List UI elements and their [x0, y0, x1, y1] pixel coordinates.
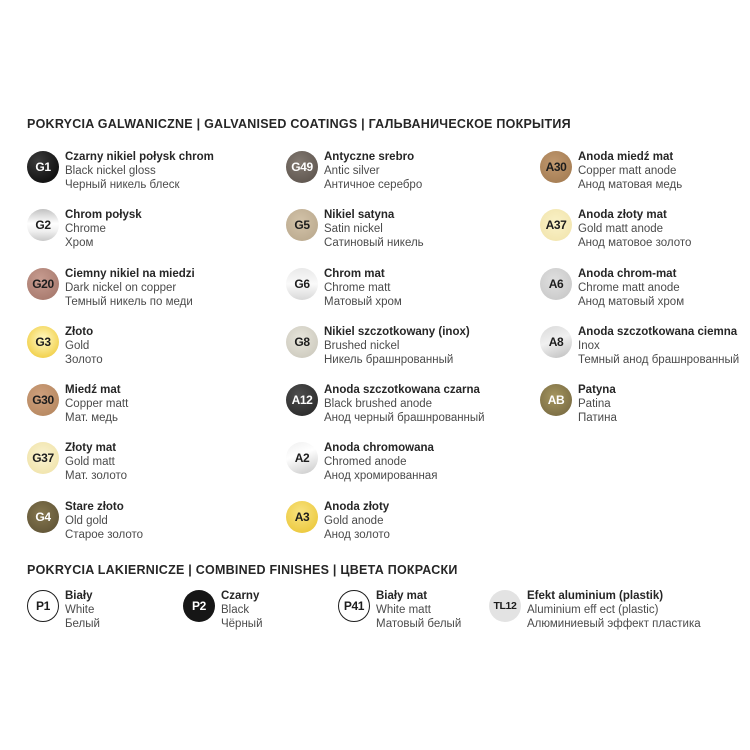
finish-code: G3 [35, 334, 51, 349]
finish-name-en: Copper matt [65, 398, 129, 411]
finish-entry-a37 [540, 208, 730, 250]
finish-swatch [27, 326, 59, 358]
finish-name-pl: Stare złoto [65, 500, 124, 513]
finish-name-ru: Матовый белый [376, 618, 462, 630]
paint-column-1 [27, 589, 183, 647]
finish-name-ru: Сатиновый никель [324, 237, 424, 250]
finish-swatch [540, 151, 572, 183]
finish-labels [221, 589, 263, 631]
finish-labels [578, 150, 682, 192]
finish-labels [324, 441, 437, 483]
finish-name-pl: Antyczne srebro [324, 151, 415, 163]
finish-name-pl: Patyna [578, 384, 616, 397]
finish-name-ru: Старое золото [65, 528, 144, 541]
finish-entry-g5 [286, 208, 540, 250]
finish-code: A8 [548, 334, 564, 349]
finish-name-en: Inox [578, 339, 600, 352]
finish-name-pl: Czarny nikiel połysk chrom [65, 151, 214, 163]
finish-entry-g30 [27, 383, 286, 425]
finish-swatch [286, 151, 318, 183]
finish-entry-ab [540, 383, 730, 425]
finish-name-en: Brushed nickel [324, 339, 400, 352]
finish-name-pl: Chrom połysk [65, 209, 142, 222]
finish-code: G1 [35, 160, 51, 174]
finish-code: G6 [294, 276, 310, 291]
finish-labels [65, 208, 142, 250]
finish-code: A12 [291, 393, 313, 408]
finish-name-pl: Anoda szczotkowana ciemna [578, 325, 738, 338]
finish-code: G37 [32, 451, 54, 466]
finish-labels [65, 150, 214, 192]
finish-labels [578, 383, 617, 425]
finish-entry-g4 [27, 500, 286, 542]
finish-entry-a2 [286, 441, 540, 483]
finish-entry-g37 [27, 441, 286, 483]
finish-entry-a6 [540, 267, 730, 309]
finish-name-en: Dark nickel on copper [65, 281, 177, 294]
finish-name-en: Gold [65, 339, 90, 352]
finish-code: A30 [545, 160, 567, 174]
finish-name-ru: Темный никель по меди [65, 295, 193, 308]
finish-name-en: Patina [578, 398, 611, 411]
finish-entry-a8 [540, 325, 740, 367]
finish-entry-g8 [286, 325, 540, 367]
finish-entry-g1 [27, 150, 286, 192]
finish-labels [324, 383, 485, 425]
finish-swatch [27, 501, 59, 533]
finish-labels [578, 325, 739, 367]
finish-name-en: White [65, 604, 95, 616]
finish-code: P1 [36, 599, 50, 613]
finish-labels [324, 267, 402, 309]
finish-code: A37 [545, 218, 567, 233]
finish-name-ru: Мат. медь [65, 412, 118, 425]
finish-name-pl: Anoda złoty mat [578, 209, 667, 222]
finish-labels [65, 267, 195, 309]
finish-code: A6 [548, 276, 564, 291]
finish-labels [324, 150, 422, 192]
finish-name-pl: Anoda szczotkowana czarna [324, 384, 480, 397]
finish-swatch [540, 268, 572, 300]
finish-code: G5 [294, 218, 310, 233]
finish-swatch [489, 590, 521, 622]
finish-name-ru: Патина [578, 412, 617, 425]
finish-name-en: Black [221, 604, 250, 616]
finish-name-pl: Złoty mat [65, 442, 117, 455]
finish-code: G4 [35, 509, 51, 524]
finish-name-pl: Czarny [221, 590, 260, 602]
finish-name-ru: Черный никель блеск [65, 179, 180, 191]
finish-entry-p2 [183, 589, 338, 631]
finish-swatch [27, 442, 59, 474]
paint-column-4 [489, 589, 730, 647]
finish-name-en: Chromed anode [324, 456, 407, 469]
finish-name-en: Antic silver [324, 165, 380, 177]
finish-name-en: Gold matt [65, 456, 115, 469]
lacquered-coatings-header: POKRYCIA LAKIERNICZE | COMBINED FINISHES | ЦВЕТА ПОКРАСКИ [27, 563, 458, 577]
galvanised-coatings-section [27, 117, 740, 558]
finish-name-ru: Античное серебро [324, 179, 423, 191]
finish-name-ru: Анод матовая медь [578, 179, 683, 191]
finish-name-pl: Nikiel szczotkowany (inox) [324, 325, 470, 338]
finish-entry-g20 [27, 267, 286, 309]
finish-labels [65, 500, 143, 542]
finish-name-en: Old gold [65, 514, 108, 527]
finish-name-ru: Матовый хром [324, 295, 402, 308]
finish-code: AB [547, 393, 565, 408]
finish-entry-tl12 [489, 589, 730, 631]
finish-name-pl: Anoda miedź mat [578, 151, 674, 163]
finish-swatch [286, 501, 318, 533]
finish-name-en: Black nickel gloss [65, 165, 156, 177]
finish-code: TL12 [493, 600, 517, 612]
paint-column-3 [338, 589, 489, 647]
finish-column-1 [27, 150, 286, 558]
finish-name-en: Chrome matt anode [578, 281, 680, 294]
finish-name-ru: Чёрный [221, 618, 263, 630]
finish-labels [65, 589, 100, 631]
finish-name-pl: Biały mat [376, 590, 428, 602]
finish-name-ru: Золото [65, 353, 103, 366]
finish-swatch [286, 326, 318, 358]
finish-labels [376, 589, 461, 631]
finish-name-ru: Анод черный брашнрованный [324, 412, 485, 425]
finish-name-pl: Złoto [65, 325, 94, 338]
finish-name-ru: Хром [65, 237, 94, 250]
finish-entry-p1 [27, 589, 183, 631]
finish-name-ru: Темный анод брашнрованный [578, 353, 740, 366]
finish-entry-a3 [286, 500, 540, 542]
finish-entry-g2 [27, 208, 286, 250]
finish-swatch [27, 151, 59, 183]
finish-swatch [27, 384, 59, 416]
finish-name-ru: Анод золото [324, 528, 390, 541]
finish-labels [324, 325, 470, 367]
finish-name-en: Satin nickel [324, 223, 383, 236]
finish-entry-a12 [286, 383, 540, 425]
finish-name-pl: Anoda chromowana [324, 442, 434, 455]
finish-name-pl: Anoda złoty [324, 500, 390, 513]
finish-name-ru: Мат. золото [65, 470, 128, 483]
finish-name-ru: Никель брашнрованный [324, 353, 454, 366]
finish-swatch [183, 590, 215, 622]
finish-swatch [286, 268, 318, 300]
finish-labels [578, 208, 691, 250]
finish-name-en: Copper matt anode [578, 165, 677, 177]
finish-swatch [540, 209, 572, 241]
finish-labels [324, 500, 390, 542]
finish-column-2 [286, 150, 540, 558]
finish-name-en: Gold anode [324, 514, 384, 527]
finish-labels [65, 383, 128, 425]
finish-entry-g3 [27, 325, 286, 367]
galvanised-coatings-header: POKRYCIA GALWANICZNE | GALVANISED COATINGS | ГАЛЬВАНИЧЕСКОЕ ПОКРЫТИЯ [27, 117, 571, 131]
finish-code: G30 [32, 393, 54, 408]
finish-name-ru: Анод хромированная [324, 470, 438, 483]
lacquered-coatings-section [27, 563, 730, 647]
finish-code: A2 [294, 451, 310, 466]
finish-entry-a30 [540, 150, 730, 192]
finish-name-ru: Белый [65, 618, 100, 630]
finish-swatch [540, 384, 572, 416]
finish-name-en: Black brushed anode [324, 398, 433, 411]
finish-swatch [27, 268, 59, 300]
finish-name-pl: Efekt aluminium (plastik) [527, 590, 664, 602]
finish-name-ru: Алюминиевый эффект пластика [527, 618, 701, 630]
finish-name-en: Gold matt anode [578, 223, 664, 236]
finish-labels [65, 325, 103, 367]
paint-column-2 [183, 589, 338, 647]
galvanised-coatings-grid [27, 150, 740, 558]
finish-name-pl: Biały [65, 590, 93, 602]
finish-swatch [286, 442, 318, 474]
finish-swatch [338, 590, 370, 622]
finish-swatch [540, 326, 572, 358]
finish-name-pl: Anoda chrom-mat [578, 267, 677, 280]
finish-code: G2 [35, 218, 51, 233]
finish-name-en: Aluminium eff ect (plastic) [527, 604, 659, 616]
finish-name-pl: Chrom mat [324, 267, 385, 280]
finish-name-en: Chrome [65, 223, 106, 236]
finish-name-pl: Nikiel satyna [324, 209, 395, 222]
finish-code: P41 [343, 599, 365, 613]
finish-code: P2 [192, 599, 206, 613]
finish-entry-g49 [286, 150, 540, 192]
finish-name-en: Chrome matt [324, 281, 391, 294]
finish-column-3 [540, 150, 740, 558]
finish-labels [578, 267, 684, 309]
finish-entry-g6 [286, 267, 540, 309]
finish-swatch [286, 384, 318, 416]
finish-name-pl: Miedź mat [65, 384, 121, 397]
finish-name-en: White matt [376, 604, 431, 616]
finish-swatch [27, 590, 59, 622]
finish-name-ru: Анод матовый хром [578, 295, 685, 308]
finish-labels [65, 441, 127, 483]
finish-code: G20 [32, 276, 54, 291]
finish-swatch [286, 209, 318, 241]
lacquered-coatings-grid [27, 589, 730, 647]
finish-labels [324, 208, 424, 250]
finish-name-ru: Анод матовое золото [578, 237, 692, 250]
finish-swatch [27, 209, 59, 241]
finish-name-pl: Ciemny nikiel na miedzi [65, 267, 195, 280]
finish-labels [527, 589, 701, 631]
finish-code: G8 [294, 334, 310, 349]
finish-code: G49 [291, 160, 313, 174]
finish-code: A3 [294, 509, 310, 524]
finish-entry-p41 [338, 589, 489, 631]
